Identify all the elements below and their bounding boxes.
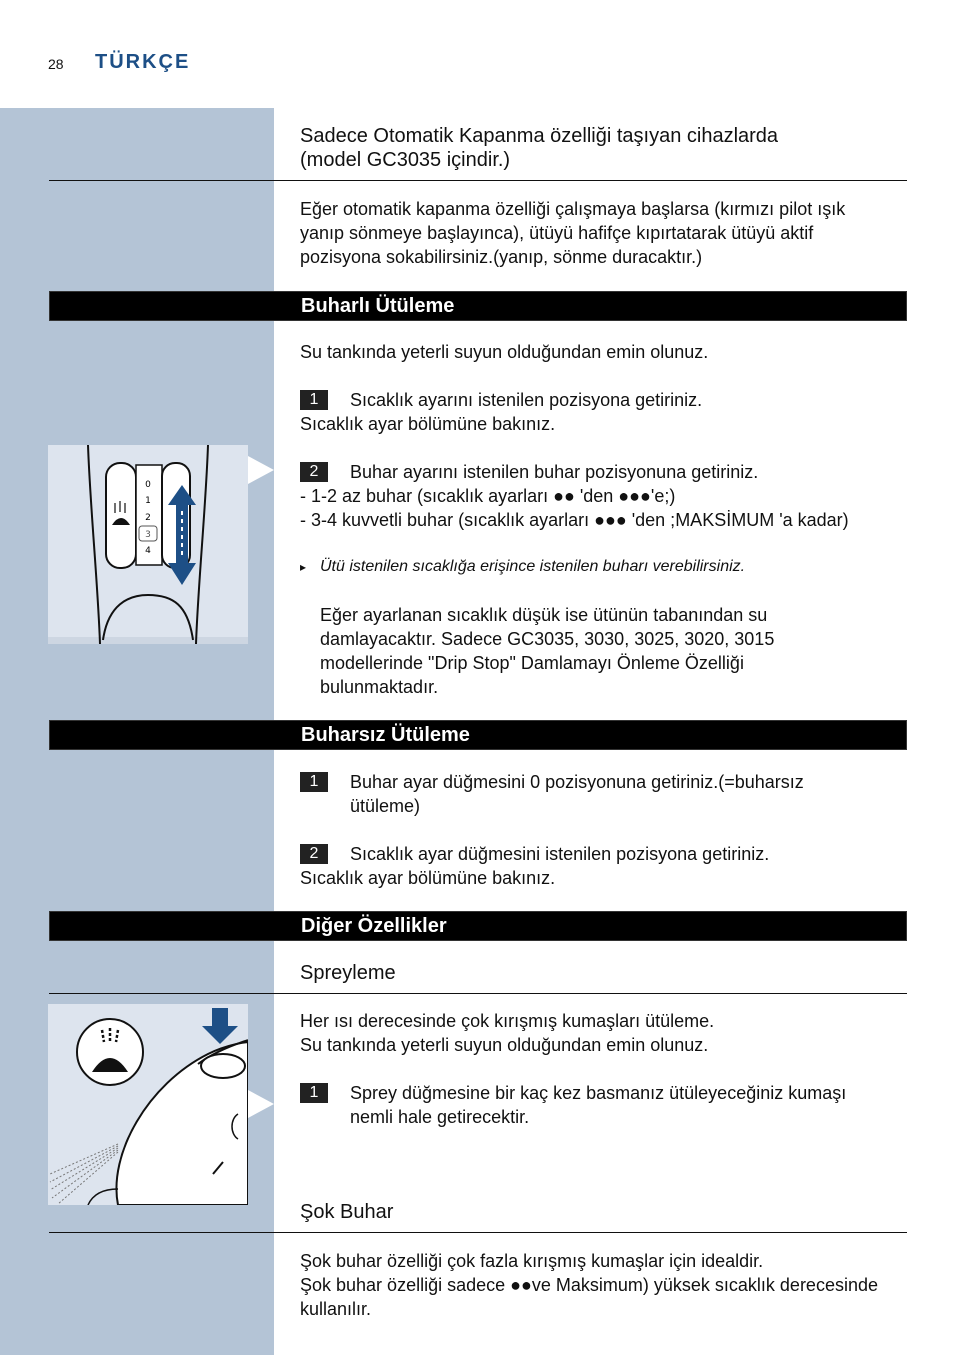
section-title: Diğer Özellikler — [301, 915, 447, 937]
spray-illustration — [48, 1004, 248, 1205]
pointer-triangle — [248, 1090, 274, 1118]
step-text: Sıcaklık ayarını istenilen pozisyona getiriniz. — [350, 390, 703, 410]
dry-step-1 — [300, 770, 804, 816]
auto-shutoff-body: Eğer otomatik kapanma özelliği çalışmaya başlarsa (kırmızı pilot ışık yanıp sönmeye başlayınca), ütüyü hafifçe kıpırtatarak ütüyü aktif pozisyona sokabilirsiniz.(yanıp, sönme duracaktır.) — [300, 199, 846, 267]
svg-text:1: 1 — [145, 496, 151, 506]
auto-shutoff-title: Sadece Otomatik Kapanma özelliği taşıyan cihazlarda (model GC3035 içindir.) — [300, 125, 779, 171]
section-title: Buharlı Ütüleme — [301, 295, 455, 317]
section-bar-dry-ironing — [49, 720, 907, 750]
dry-step-2 — [300, 842, 770, 866]
step-number: 2 — [300, 844, 328, 864]
steam-step-2 — [300, 460, 759, 484]
section-title: Buharsız Ütüleme — [301, 724, 470, 746]
spray-iron-drawing — [48, 1004, 248, 1205]
svg-text:3: 3 — [145, 530, 151, 540]
steam-tip: ▸ Ütü istenilen sıcaklığa erişince istenilen buharı verebilirsiniz. — [300, 558, 746, 575]
section-bar-steam-ironing — [49, 291, 907, 321]
steam-step-1 — [300, 388, 703, 412]
down-arrow-icon — [202, 1008, 238, 1044]
shot-steam-title: Şok Buhar — [300, 1201, 394, 1223]
step-text: Buhar ayar düğmesini 0 pozisyonuna getiriniz.(=buharsız ütüleme) — [350, 772, 804, 816]
steam-dial-illustration — [48, 445, 248, 644]
steam-option-low: - 1-2 az buhar (sıcaklık ayarları ●● 'den ●●●'e;) — [300, 486, 676, 506]
step-number: 1 — [300, 390, 328, 410]
step-text: Sıcaklık ayar düğmesini istenilen pozisyona getiriniz. — [350, 844, 770, 864]
divider-rule — [49, 993, 907, 994]
bullet-marker: ▸ — [300, 560, 307, 574]
drip-stop-note: Eğer ayarlanan sıcaklık düşük ise ütünün tabanından su damlayacaktır. Sadece GC3035, 3030, 3025, 3020, 3015 modellerinde "Drip Stop" Damlamayı Önleme Özelliği bulunmaktadır. — [320, 605, 775, 697]
svg-text:4: 4 — [145, 546, 151, 556]
divider-rule — [49, 180, 907, 181]
step-number: 1 — [300, 1083, 328, 1103]
section-bar-other-features — [49, 911, 907, 941]
language-heading: TÜRKÇE — [95, 51, 191, 73]
iron-dial-drawing — [48, 445, 248, 644]
pointer-triangle — [248, 456, 274, 484]
dry-step-2-note: Sıcaklık ayar bölümüne bakınız. — [300, 868, 556, 888]
steam-step-1-note: Sıcaklık ayar bölümüne bakınız. — [300, 414, 556, 434]
step-text: Sprey düğmesine bir kaç kez basmanız ütüleyeceğiniz kumaşı nemli hale getirecektir. — [350, 1083, 847, 1127]
spray-title: Spreyleme — [300, 962, 396, 984]
svg-text:2: 2 — [145, 513, 151, 523]
steam-intro: Su tankında yeterli suyun olduğundan emin olunuz. — [300, 342, 709, 362]
page-number: 28 — [48, 56, 64, 72]
shot-steam-body: Şok buhar özelliği çok fazla kırışmış kumaşlar için idealdir. Şok buhar özelliği sadece ●●ve Maksimum) yüksek sıcaklık derecesinde kullanılır. — [300, 1251, 878, 1319]
steam-option-high: - 3-4 kuvvetli buhar (sıcaklık ayarları ●●● 'den ;MAKSİMUM 'a kadar) — [300, 510, 849, 530]
step-number: 2 — [300, 462, 328, 482]
step-text: Buhar ayarını istenilen buhar pozisyonuna getiriniz. — [350, 462, 759, 482]
svg-text:0: 0 — [145, 480, 151, 490]
spray-step-1 — [300, 1081, 847, 1127]
divider-rule — [49, 1232, 907, 1233]
step-number: 1 — [300, 772, 328, 792]
spray-body: Her ısı derecesinde çok kırışmış kumaşları ütüleme. Su tankında yeterli suyun olduğundan emin olunuz. — [300, 1011, 715, 1055]
spray-symbol-icon — [77, 1019, 143, 1085]
